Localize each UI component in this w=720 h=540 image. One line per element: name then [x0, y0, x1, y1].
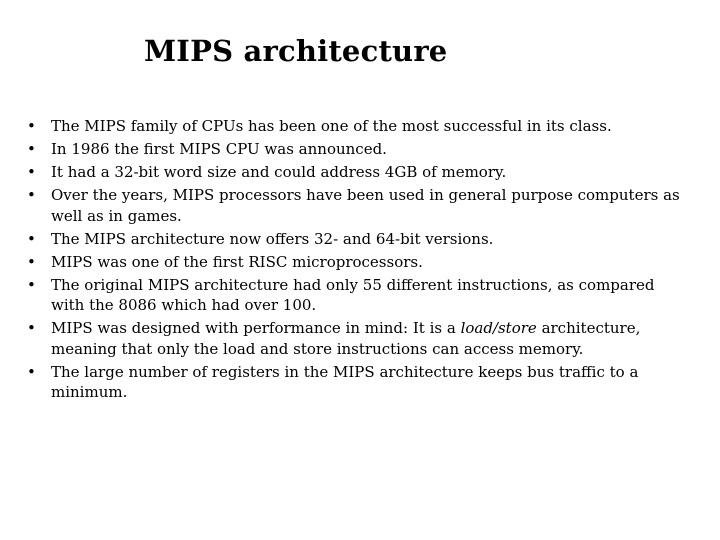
list-item [27, 139, 687, 160]
bullet-text: The MIPS architecture now offers 32- and 64-bit versions. [51, 229, 494, 248]
bullet-icon: • [27, 229, 36, 248]
bullet-text [51, 319, 640, 358]
bullet-icon: • [27, 163, 36, 181]
bullet-icon: • [27, 186, 36, 204]
emphasis-text: load/store [460, 319, 537, 337]
list-item [27, 162, 687, 183]
bullet-icon: • [27, 362, 36, 381]
bullet-icon: • [27, 117, 36, 135]
bullet-text-after: architecture, meaning that only the load and store instructions can access memory. [51, 319, 641, 358]
list-item [27, 116, 687, 137]
bullet-text: In 1986 the first MIPS CPU was announced. [51, 140, 387, 158]
bullet-icon: • [27, 319, 36, 337]
bullet-text: The large number of registers in the MIPS architecture keeps bus traffic to a minimum. [51, 362, 639, 401]
bullet-text: Over the years, MIPS processors have been used in general purpose computers as well as in games. [51, 186, 680, 225]
list-item [27, 185, 687, 226]
list-item [27, 229, 687, 250]
bullet-icon: • [27, 252, 36, 271]
list-item [27, 275, 687, 316]
bullet-text: The original MIPS architecture had only 55 different instructions, as compared with the 8086 which had over 100. [51, 275, 655, 314]
bullet-list [27, 116, 687, 405]
list-item [27, 318, 687, 359]
list-item [27, 252, 687, 273]
bullet-text-before: MIPS was designed with performance in mind: It is a [51, 319, 461, 337]
bullet-text: MIPS was one of the first RISC microprocessors. [51, 252, 423, 271]
list-item [27, 362, 687, 403]
slide-title: MIPS architecture [144, 34, 448, 68]
bullet-text: It had a 32-bit word size and could address 4GB of memory. [51, 163, 507, 181]
bullet-icon: • [27, 140, 36, 158]
bullet-icon: • [27, 275, 36, 294]
bullet-text: The MIPS family of CPUs has been one of the most successful in its class. [51, 117, 612, 135]
